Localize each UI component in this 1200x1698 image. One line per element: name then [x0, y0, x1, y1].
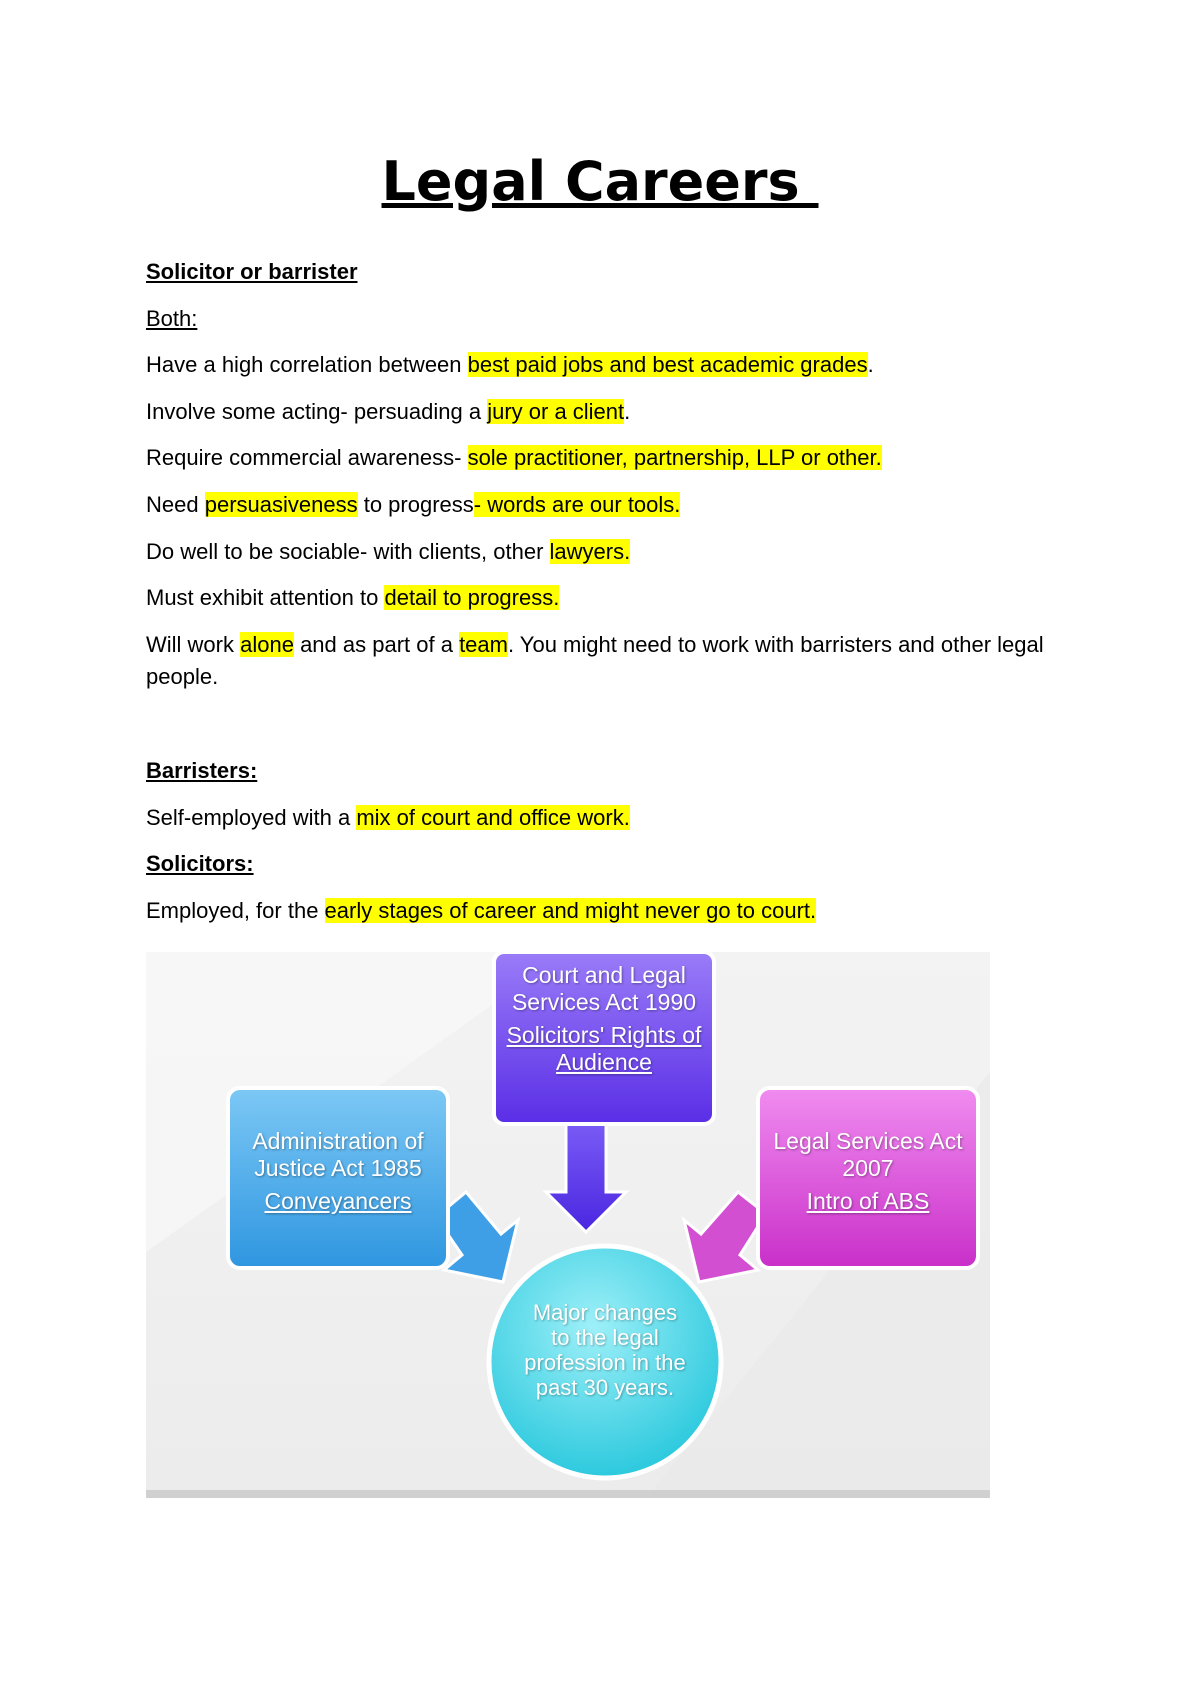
section-heading-barristers: Barristers:	[146, 758, 258, 783]
diagram-bottom-edge	[146, 1490, 990, 1498]
page-title: Legal Careers	[381, 150, 819, 213]
left-box-text: Administration of Justice Act 1985 Conveyancers	[232, 1128, 444, 1215]
section-heading-solicitor-or-barrister: Solicitor or barrister	[146, 259, 358, 284]
line-2: Involve some acting- persuading a jury or a client.	[146, 399, 631, 424]
intro-of-abs-link: Intro of ABS	[806, 1188, 930, 1214]
conveyancers-link: Conveyancers	[264, 1188, 412, 1214]
barristers-description: Self-employed with a mix of court and office work.	[146, 805, 630, 830]
right-box-text: Legal Services Act 2007 Intro of ABS	[766, 1128, 970, 1215]
line-5: Do well to be sociable- with clients, other lawyers.	[146, 539, 631, 564]
both-label: Both:	[146, 306, 198, 331]
line-7: Will work alone and as part of a team. You might need to work with barristers and other legal people.	[146, 632, 1044, 689]
rights-of-audience-link: Solicitors' Rights of Audience	[506, 1022, 702, 1075]
solicitors-description: Employed, for the early stages of career and might never go to court.	[146, 898, 817, 923]
line-3: Require commercial awareness- sole practitioner, partnership, LLP or other.	[146, 445, 882, 470]
top-box-text: Court and Legal Services Act 1990 Solicitors' Rights of Audience	[498, 962, 710, 1076]
line-6: Must exhibit attention to detail to progress.	[146, 585, 560, 610]
center-circle-text: Major changes to the legal profession in the past 30 years.	[524, 1300, 686, 1400]
line-4: Need persuasiveness to progress- words are our tools.	[146, 492, 681, 517]
legal-changes-diagram	[146, 952, 990, 1498]
section-heading-solicitors: Solicitors:	[146, 851, 254, 876]
line-1: Have a high correlation between best paid jobs and best academic grades.	[146, 352, 874, 377]
